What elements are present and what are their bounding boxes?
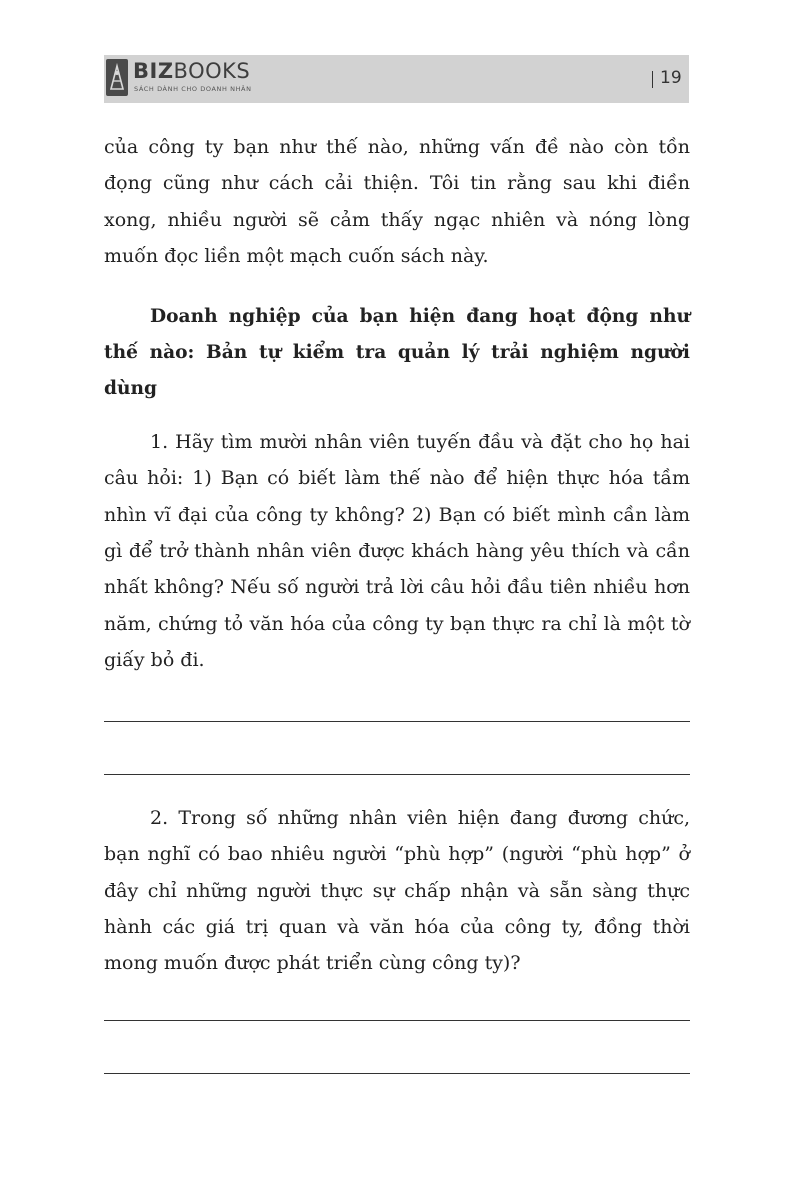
intro-paragraph: của công ty bạn như thế nào, những vấn đề nào còn tồn đọng cũng như cách cải thiện. Tôi tin rằng sau khi điền xong, nhiều người sẽ cảm thấy ngạc nhiên và nóng lòng muốn đọc liền một mạch cuốn sách này.: [104, 136, 690, 268]
brand-name: [133, 58, 250, 84]
answer-line-2[interactable]: [104, 774, 690, 775]
answer-line-4[interactable]: [104, 1073, 690, 1074]
question-1-paragraph: 1. Hãy tìm mười nhân viên tuyến đầu và đặt cho họ hai câu hỏi: 1) Bạn có biết làm thế nào để hiện thực hóa tầm nhìn vĩ đại của công ty không? 2) Bạn có biết mình cần làm gì để trở thành nhân viên được khách hàng yêu thích và cần nhất không? Nếu số người trả lời câu hỏi đầu tiên nhiều hơn năm, chứng tỏ văn hóa của công ty bạn thực ra chỉ là một tờ giấy bỏ đi.: [104, 430, 690, 672]
page-number: 19: [660, 68, 682, 88]
page-body: [104, 129, 690, 1074]
answer-line-3[interactable]: [104, 1020, 690, 1021]
brand-tagline: SÁCH DÀNH CHO DOANH NHÂN: [134, 85, 252, 93]
answer-line-1[interactable]: [104, 721, 690, 722]
bizbooks-logo-icon: [106, 59, 128, 96]
page-number-separator: [652, 71, 653, 88]
section-heading: Doanh nghiệp của bạn hiện đang hoạt động như thế nào: Bản tự kiểm tra quản lý trải nghiệm người dùng: [104, 305, 690, 400]
brand-name-bold: BIZ: [133, 59, 174, 83]
brand-name-light: BOOKS: [173, 59, 251, 83]
question-2-paragraph: 2. Trong số những nhân viên hiện đang đương chức, bạn nghĩ có bao nhiêu người “phù hợp” (người “phù hợp” ở đây chỉ những người thực sự chấp nhận và sẵn sàng thực hành các giá trị quan và văn hóa của công ty, đồng thời mong muốn được phát triển cùng công ty)?: [104, 806, 690, 975]
